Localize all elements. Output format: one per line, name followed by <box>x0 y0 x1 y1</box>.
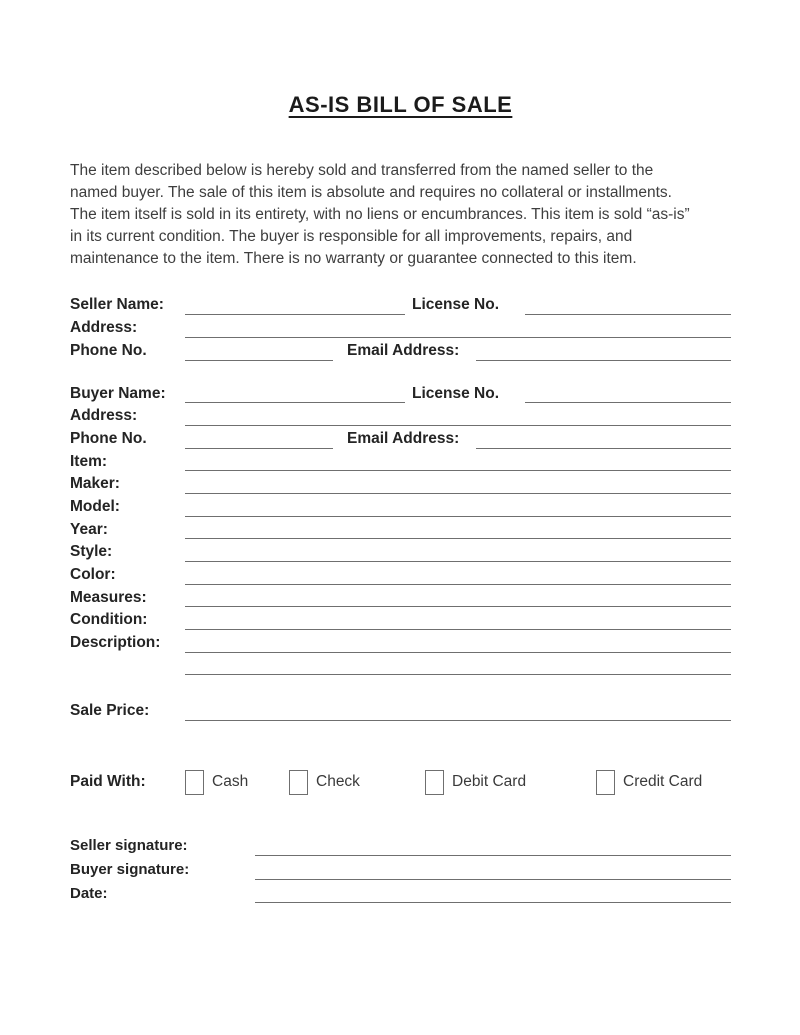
payment-option-check <box>289 768 360 796</box>
color-label: Color: <box>70 566 116 584</box>
item-input-line[interactable] <box>185 451 731 472</box>
style-input-line[interactable] <box>185 541 731 562</box>
buyer-phone-input-line[interactable] <box>185 428 333 449</box>
debit-card-checkbox[interactable] <box>425 770 444 795</box>
measures-label: Measures: <box>70 588 147 606</box>
buyer-email-input-line[interactable] <box>476 428 731 449</box>
check-label: Check <box>316 773 360 791</box>
buyer-address-input-line[interactable] <box>185 405 731 426</box>
paid-with-label: Paid With: <box>70 773 146 791</box>
buyer-license-input-line[interactable] <box>525 383 731 404</box>
item-label: Item: <box>70 452 108 470</box>
description-input-line-2[interactable] <box>185 655 731 676</box>
year-input-line[interactable] <box>185 519 731 540</box>
seller-address-row <box>70 317 731 340</box>
credit-card-checkbox[interactable] <box>596 770 615 795</box>
maker-row <box>70 473 731 496</box>
payment-option-cash <box>185 768 248 796</box>
measures-input-line[interactable] <box>185 587 731 608</box>
payment-option-credit-card <box>596 768 702 796</box>
intro-line: The item described below is hereby sold and transferred from the named seller to the <box>70 162 654 179</box>
cash-label: Cash <box>212 773 249 791</box>
sale-price-row <box>70 700 731 723</box>
measures-row <box>70 587 731 610</box>
date-row <box>70 882 731 906</box>
seller-name-label: Seller Name: <box>70 296 164 314</box>
description-row <box>70 632 731 655</box>
year-label: Year: <box>70 520 108 538</box>
model-input-line[interactable] <box>185 496 731 517</box>
model-row <box>70 496 731 519</box>
maker-input-line[interactable] <box>185 473 731 494</box>
debit-card-label: Debit Card <box>452 773 527 791</box>
seller-phone-row <box>70 340 731 363</box>
condition-label: Condition: <box>70 611 148 629</box>
buyer-address-label: Address: <box>70 407 138 425</box>
buyer-email-label: Email Address: <box>347 429 460 447</box>
seller-signature-row <box>70 834 731 858</box>
intro-line: The item itself is sold in its entirety, with no liens or encumbrances. This item is sold “as-is” <box>70 206 690 224</box>
paid-with-row <box>70 768 731 796</box>
seller-signature-input-line[interactable] <box>255 834 731 856</box>
check-checkbox[interactable] <box>289 770 308 795</box>
seller-email-label: Email Address: <box>347 341 460 359</box>
seller-phone-input-line[interactable] <box>185 340 333 361</box>
cash-checkbox[interactable] <box>185 770 204 795</box>
condition-row <box>70 609 731 632</box>
seller-license-label: License No. <box>412 296 499 314</box>
seller-section <box>70 294 731 362</box>
color-input-line[interactable] <box>185 564 731 585</box>
seller-license-input-line[interactable] <box>525 294 731 315</box>
intro-line: named buyer. The sale of this item is absolute and requires no collateral or installments. <box>70 184 672 202</box>
seller-phone-label: Phone No. <box>70 341 147 359</box>
date-input-line[interactable] <box>255 882 731 904</box>
signature-section <box>70 834 731 905</box>
credit-card-label: Credit Card <box>623 773 703 791</box>
intro-line: maintenance to the item. There is no warranty or guarantee connected to this item. <box>70 250 637 268</box>
description-input-line[interactable] <box>185 632 731 653</box>
buyer-name-input-line[interactable] <box>185 383 405 404</box>
buyer-name-label: Buyer Name: <box>70 384 166 402</box>
sale-price-input-line[interactable] <box>185 700 731 721</box>
sale-price-label: Sale Price: <box>70 702 150 720</box>
seller-email-input-line[interactable] <box>476 340 731 361</box>
year-row <box>70 519 731 542</box>
buyer-signature-row <box>70 858 731 882</box>
buyer-and-item-section <box>70 383 731 678</box>
buyer-phone-row <box>70 428 731 451</box>
condition-input-line[interactable] <box>185 609 731 630</box>
seller-name-row <box>70 294 731 317</box>
page-title: AS-IS BILL OF SALE <box>288 92 513 117</box>
seller-address-input-line[interactable] <box>185 317 731 338</box>
seller-address-label: Address: <box>70 319 138 337</box>
model-label: Model: <box>70 497 120 515</box>
description-extra-spacer <box>70 655 185 678</box>
item-row <box>70 451 731 474</box>
color-row <box>70 564 731 587</box>
date-label: Date: <box>70 884 108 902</box>
intro-line: in its current condition. The buyer is responsible for all improvements, repairs, and <box>70 228 633 246</box>
seller-name-input-line[interactable] <box>185 294 405 315</box>
payment-option-debit-card <box>425 768 526 796</box>
description-label: Description: <box>70 634 161 652</box>
buyer-phone-label: Phone No. <box>70 429 147 447</box>
buyer-signature-input-line[interactable] <box>255 858 731 880</box>
buyer-name-row <box>70 383 731 406</box>
intro-paragraph <box>70 160 731 270</box>
maker-label: Maker: <box>70 475 120 493</box>
seller-signature-label: Seller signature: <box>70 837 188 855</box>
buyer-address-row <box>70 405 731 428</box>
buyer-license-label: License No. <box>412 384 499 402</box>
style-label: Style: <box>70 543 113 561</box>
description-extra-row <box>70 655 731 678</box>
buyer-signature-label: Buyer signature: <box>70 860 190 878</box>
style-row <box>70 541 731 564</box>
